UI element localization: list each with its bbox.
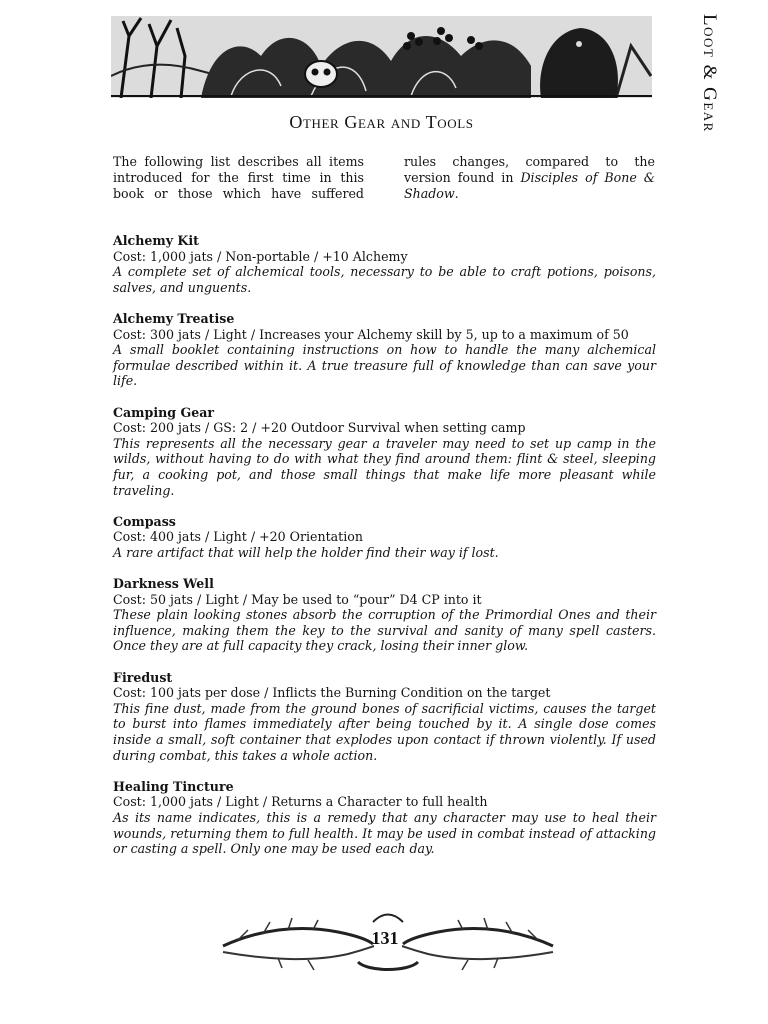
gear-cost: Cost: 100 jats per dose / Inflicts the Burning Condition on the target (113, 685, 551, 701)
gear-cost: Cost: 50 jats / Light / May be used to “pour” D4 CP into it (113, 591, 482, 607)
gear-description: As its name indicates, this is a remedy that any character may use to heal their wounds, returning them to full health. It may be used in combat instead of attacking or casting a spell. Only one may be used each day. (113, 809, 656, 857)
gear-name: Alchemy Treatise (113, 310, 235, 326)
gear-name: Darkness Well (113, 576, 214, 592)
chapter-side-tab-label: Loot & Gear (699, 14, 720, 133)
gear-cost: Cost: 1,000 jats / Light / Returns a Character to full health (113, 794, 488, 810)
gear-entry (113, 576, 656, 654)
intro-text: The following list describes all items introduced for the first time in this book or those which have suffered rules changes, compared to the version found in (113, 154, 655, 201)
gear-description: A small booklet containing instructions on how to handle the many alchemical formulae described within it. A true treasure full of knowledge than can save your life. (113, 342, 656, 389)
header-illustration (111, 16, 652, 98)
intro-text-end: . (454, 186, 459, 201)
gear-name: Alchemy Kit (113, 233, 199, 248)
gear-name: Healing Tincture (113, 778, 234, 794)
gear-entry (113, 405, 656, 499)
gear-name: Firedust (113, 669, 173, 685)
gear-description: This fine dust, made from the ground bones of sacrificial victims, causes the target to burst into flames immediately after being touched by it. A single dose comes inside a small, soft container that explodes upon contact if thrown violently. If used during combat, this takes a whole action. (113, 700, 656, 763)
chapter-side-tab (676, 14, 736, 164)
gear-description: These plain looking stones absorb the corruption of the Primordial Ones and their influence, making them the key to the survival and sanity of many spell casters. Once they are at full capacity they crack, losing their inner glow. (113, 607, 656, 654)
gear-description: A rare artifact that will help the holder find their way if lost. (113, 544, 499, 560)
gear-entry (113, 514, 656, 561)
intro-book-title: Disciples of Bone & Shadow (404, 170, 655, 201)
gear-entry (113, 233, 656, 295)
gear-cost: Cost: 1,000 jats / Non-portable / +10 Alchemy (113, 248, 408, 264)
gear-cost: Cost: 400 jats / Light / +20 Orientation (113, 529, 363, 545)
gear-description: A complete set of alchemical tools, necessary to be able to craft potions, poisons, salves, and unguents. (113, 264, 656, 295)
gear-entry (113, 779, 656, 857)
page-number: 131 (371, 928, 399, 948)
gear-name: Camping Gear (113, 404, 215, 420)
gear-entry (113, 670, 656, 764)
gear-name: Compass (113, 513, 176, 529)
gear-description: This represents all the necessary gear a traveler may need to set up camp in the wilds, without having to do with what they find around them: flint & steel, sleeping fur, a cooking pot, and those small things that make life more pleasant while traveling. (113, 435, 656, 498)
gear-cost: Cost: 300 jats / Light / Increases your Alchemy skill by 5, up to a maximum of 50 (113, 326, 629, 342)
section-title: Other Gear and Tools (289, 112, 474, 132)
gear-entry (113, 311, 656, 389)
gear-list (113, 233, 656, 872)
intro-paragraph (113, 154, 655, 204)
gear-cost: Cost: 200 jats / GS: 2 / +20 Outdoor Survival when setting camp (113, 420, 526, 436)
